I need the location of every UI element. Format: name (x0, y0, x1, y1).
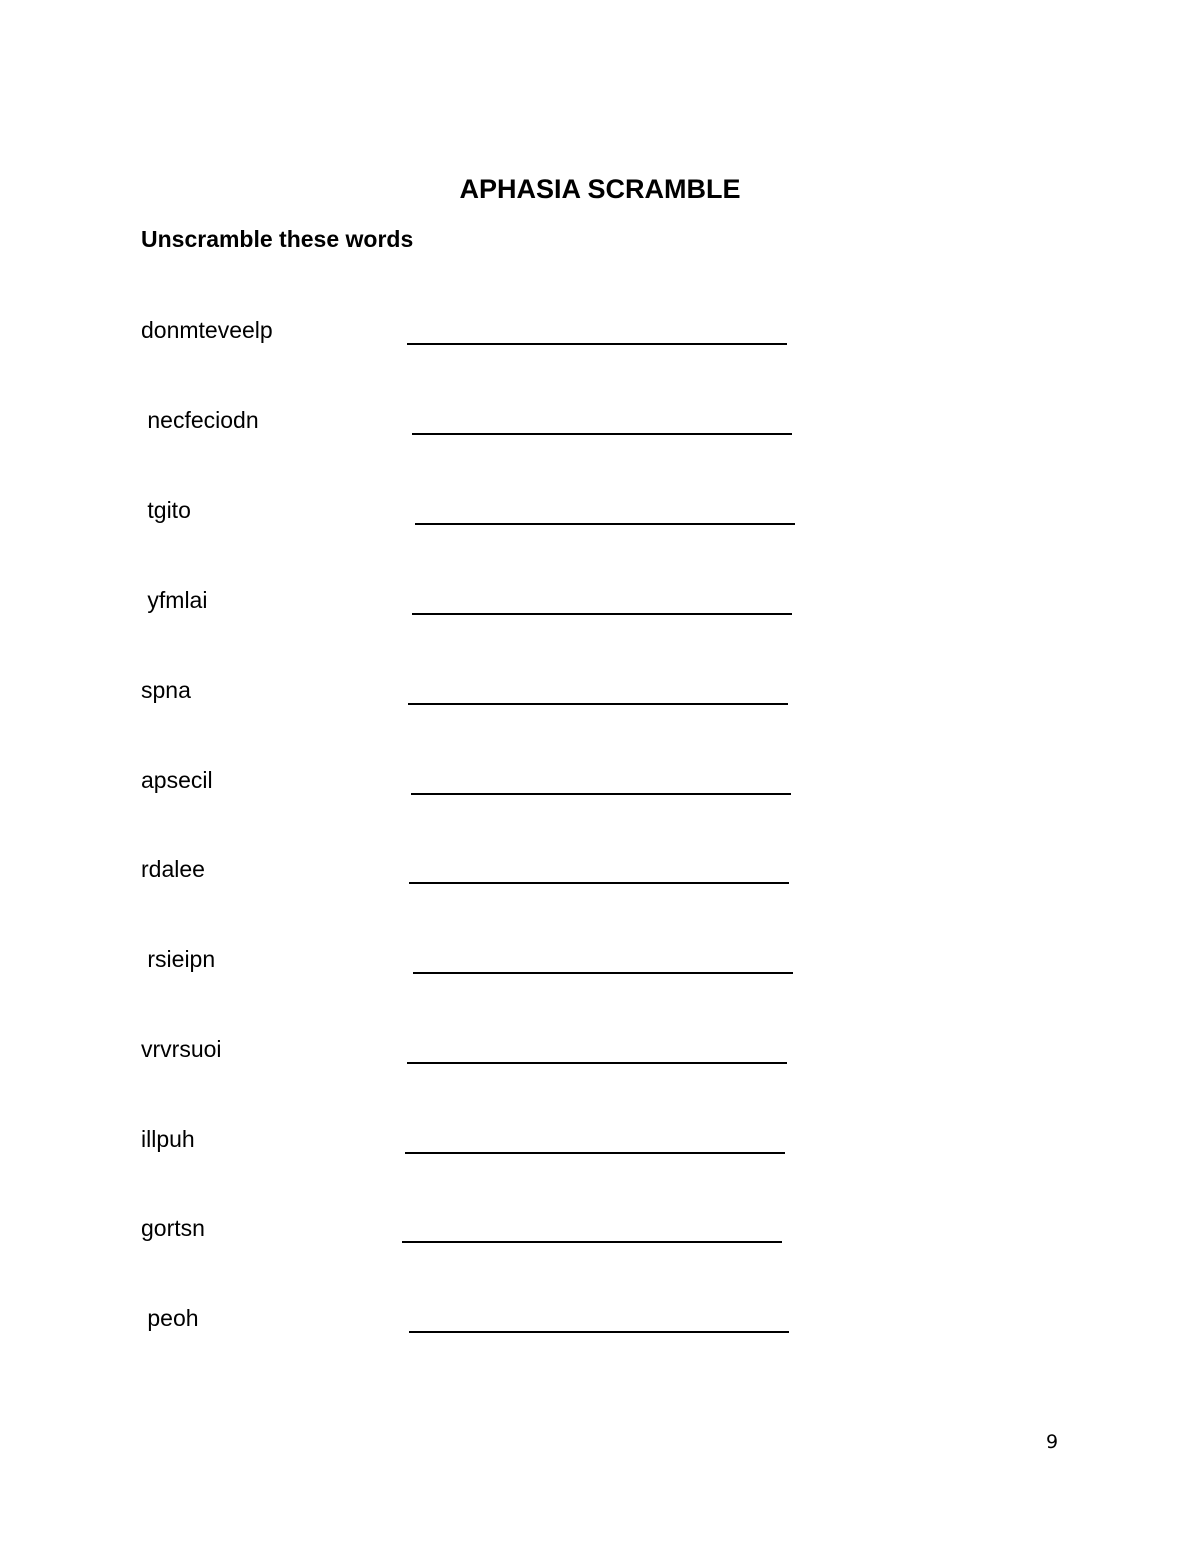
answer-line[interactable] (412, 613, 792, 615)
scrambled-word: apsecil (141, 767, 213, 793)
word-row (0, 765, 1200, 815)
answer-line[interactable] (402, 1241, 782, 1243)
word-row (0, 1303, 1200, 1353)
answer-line[interactable] (409, 1331, 789, 1333)
answer-line[interactable] (411, 793, 791, 795)
page-title: APHASIA SCRAMBLE (459, 174, 741, 204)
scrambled-word: spna (141, 677, 191, 703)
answer-line[interactable] (407, 343, 787, 345)
answer-line[interactable] (415, 523, 795, 525)
instructions-heading: Unscramble these words (141, 226, 414, 252)
answer-line[interactable] (405, 1152, 785, 1154)
word-row (0, 1124, 1200, 1174)
answer-line[interactable] (408, 703, 788, 705)
answer-line[interactable] (413, 972, 793, 974)
scrambled-word: tgito (141, 497, 191, 523)
answer-line[interactable] (412, 433, 792, 435)
word-row (0, 405, 1200, 455)
word-row (0, 1034, 1200, 1084)
word-row (0, 585, 1200, 635)
word-row (0, 495, 1200, 545)
word-row (0, 1213, 1200, 1263)
word-row (0, 944, 1200, 994)
answer-line[interactable] (407, 1062, 787, 1064)
scrambled-word: illpuh (141, 1126, 195, 1152)
word-row (0, 315, 1200, 365)
scrambled-word: donmteveelp (141, 317, 273, 343)
word-row (0, 854, 1200, 904)
scrambled-word: peoh (141, 1305, 199, 1331)
scrambled-word: yfmlai (141, 587, 208, 613)
scrambled-word: vrvrsuoi (141, 1036, 222, 1062)
word-row (0, 675, 1200, 725)
scrambled-word: necfeciodn (141, 407, 259, 433)
answer-line[interactable] (409, 882, 789, 884)
scrambled-word: rsieipn (141, 946, 216, 972)
page-number: 9 (1046, 1431, 1059, 1453)
scrambled-word: gortsn (141, 1215, 205, 1241)
scrambled-word: rdalee (141, 856, 205, 882)
